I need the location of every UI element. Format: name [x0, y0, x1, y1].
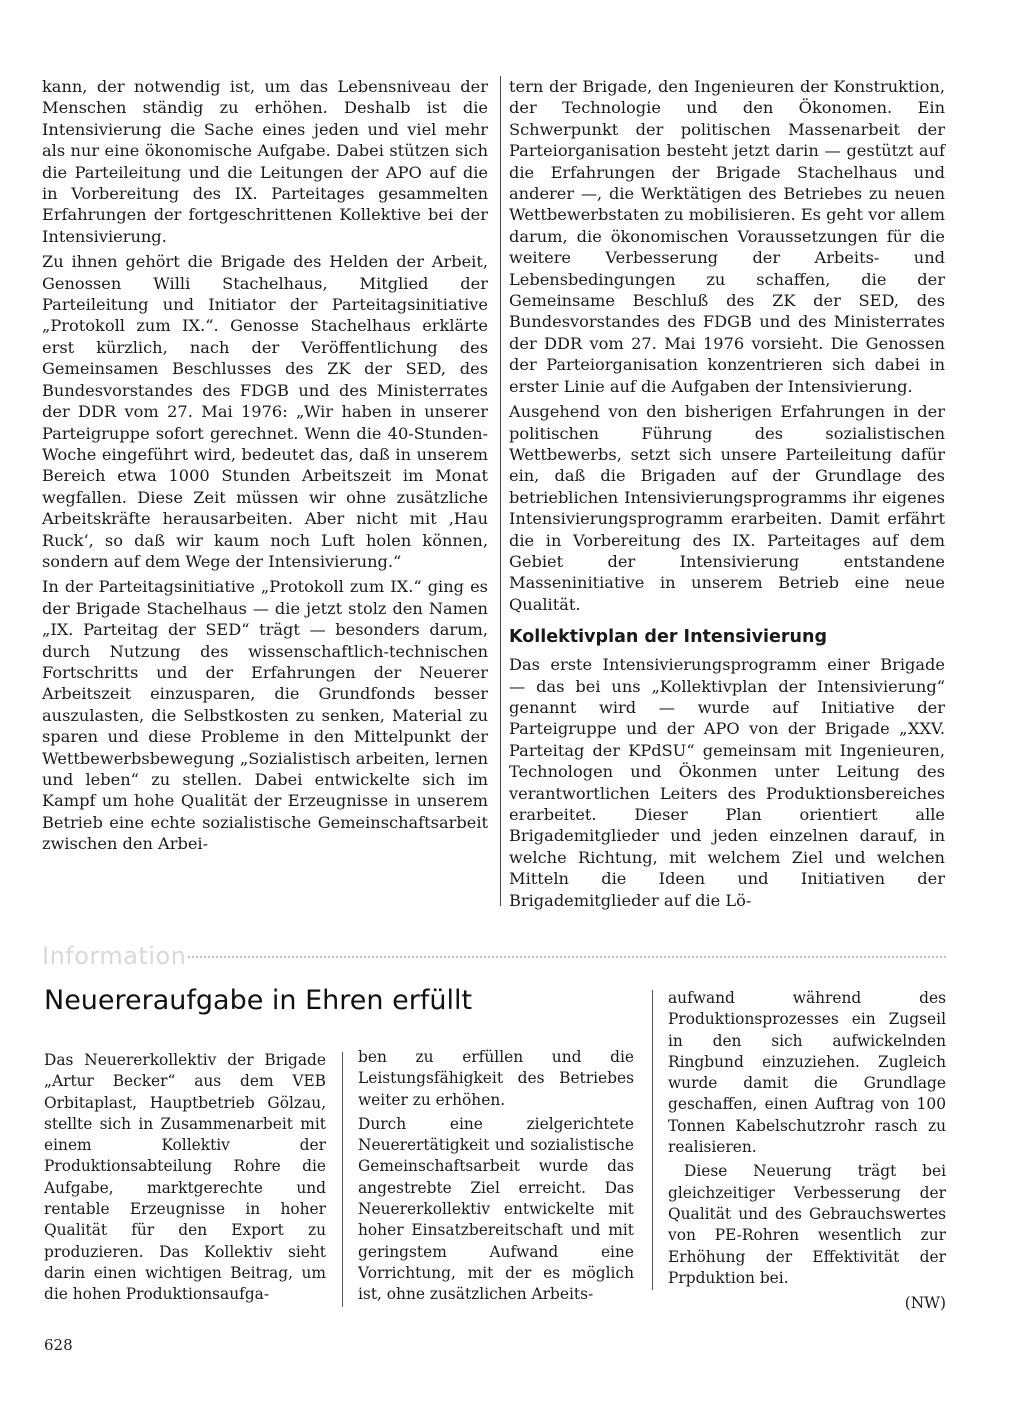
upper-left-column [42, 76, 488, 859]
information-divider [188, 956, 946, 958]
body-paragraph: Das erste Intensivierungsprogramm einer Brigade — das bei uns „Kollektivplan der Intensivierung“ genannt wird — wurde auf Initiative der Parteigruppe und der APO von der Brigade „XXV. Parteitag der KPdSU“ gemeinsam mit Ingenieuren, Technologen und Ökonmen unter Leitung des verantwortlichen Leiters des Produktionsbereiches erarbeitet. Dieser Plan orientiert alle Brigademitglieder und jeden einzelnen darauf, in welche Richtung, mit welchem Ziel und welchen Mitteln die Ideen und Initiativen der Brigademitglieder auf die Lö- [509, 655, 945, 910]
body-paragraph: aufwand während des Produktionsprozesses ein Zugseil in den sich aufwickelnden Ringbund einzuziehen. Zugleich wurde damit die Grundlage geschaffen, einen Auftrag von 100 Tonnen Kabelschutzrohr rasch zu realisieren. [668, 989, 946, 1157]
page-number: 628 [44, 1336, 73, 1354]
body-paragraph: Das Neuererkollektiv der Brigade „Artur Becker“ aus dem VEB Orbitaplast, Hauptbetrieb Gölzau, stellte sich in Zusammenarbeit mit einem Kollektiv der Produktionsabteilung Rohre die Aufgabe, marktgerechte und rentable Erzeugnisse in hoher Qualität für den Export zu produzieren. Das Kollektiv sieht darin einen wichtigen Beitrag, um die hohen Produktionsaufga- [44, 1051, 326, 1304]
body-paragraph: ben zu erfüllen und die Leistungsfähigkeit des Betriebes weiter zu erhöhen. [358, 1048, 634, 1109]
section-subheading: Kollektivplan der Intensivierung [509, 627, 827, 648]
article-column-3 [668, 988, 946, 1314]
body-paragraph: Zu ihnen gehört die Brigade des Helden der Arbeit, Genossen Willi Stachelhaus, Mitglied der Parteileitung und Initiator der Parteitagsinitiative „Protokoll zum IX.“. Genosse Stachelhaus erklärte erst kürzlich, nach der Veröffentlichung des Gemeinsamen Beschlusses des ZK der SED, des Bundesvorstandes des FDGB und des Ministerrates der DDR vom 27. Mai 1976: „Wir haben in unserer Parteigruppe sofort gerechnet. Wenn die 40-Stunden-Woche eingeführt wird, bedeutet das, daß in unserem Bereich etwa 1000 Stunden Arbeitszeit im Monat wegfallen. Diese Zeit müssen wir ohne zusätzliche Arbeitskräfte herausarbeiten. Aber nicht mit ‚Hau Ruck‘, so daß wir kaum noch Luft holen können, sondern auf dem Wege der Intensivierung.“ [42, 252, 488, 571]
information-label: Information [42, 942, 187, 970]
body-paragraph: Durch eine zielgerichtete Neuerertätigkeit und sozialistische Gemeinschaftsarbeit wurde das angestrebte Ziel erreicht. Das Neuererkollektiv entwickelte mit hoher Einsatzbereitschaft und mit geringstem Aufwand eine Vorrichtung, mit der es möglich ist, ohne zusätzlichen Arbeits- [358, 1114, 634, 1304]
body-paragraph: tern der Brigade, den Ingenieuren der Konstruktion, der Technologie und den Ökonomen. Ein Schwerpunkt der politischen Massenarbeit der Parteiorganisation besteht jetzt darin — gestützt auf die Erfahrungen der Brigade Stachelhaus und anderer —, die Werktätigen des Betriebes zu neuen Wettbewerbstaten zu mobilisieren. Es geht vor allem darum, die ökonomischen Voraussetzungen für die weitere Verbesserung der Arbeits- und Lebensbedingungen zu schaffen, die der Gemeinsame Beschluß des ZK der SED, des Bundesvorstandes des FDGB und des Ministerrates der DDR vom 27. Mai 1976 vorsieht. Die Genossen der Parteiorganisation konzentrieren sich dabei in erster Linie auf die Aufgaben der Intensivierung. [509, 77, 945, 396]
column-divider [500, 76, 501, 906]
body-paragraph: In der Parteitagsinitiative „Protokoll zum IX.“ ging es der Brigade Stachelhaus — die jetzt stolz den Namen „IX. Parteitag der SED“ trägt — besonders darum, durch Nutzung des wissenschaftlich-technischen Fortschritts und der Erfahrungen der Neuerer Arbeitszeit einzusparen, die Grundfonds besser auszulasten, die Selbstkosten zu senken, Material zu sparen und diese Probleme in den Mittelpunkt der Wettbewerbsbewegung „Sozialistisch arbeiten, lernen und leben“ zu stellen. Dabei entwickelte sich im Kampf um hohe Qualität der Erzeugnisse in unserem Betrieb eine echte sozialistische Gemeinschaftsarbeit zwischen den Arbei- [42, 577, 488, 854]
author-signature: (NW) [904, 1294, 946, 1313]
upper-right-column [509, 76, 945, 915]
body-paragraph: kann, der notwendig ist, um das Lebensniveau der Menschen ständig zu erhöhen. Deshalb ist die Intensivierung die Sache eines jeden und viel mehr als nur eine ökonomische Aufgabe. Dabei stützen sich die Parteileitung und die Leitungen der APO auf die in Vorbereitung des IX. Parteitages gesammelten Erfahrungen der fortgeschrittenen Kollektive bei der Intensivierung. [42, 77, 488, 246]
body-paragraph: Ausgehend von den bisherigen Erfahrungen in der politischen Führung des sozialistischen Wettbewerbs, setzt sich unsere Parteileitung dafür ein, daß die Brigaden auf der Grundlage des betrieblichen Intensivierungsprogramms ihr eigenes Intensivierungsprogramm erarbeiten. Damit erfährt die in Vorbereitung des IX. Parteitages auf dem Gebiet der Intensivierung entstandene Masseninitiative in unserem Betrieb eine neue Qualität. [509, 402, 945, 614]
column-divider [342, 1052, 343, 1307]
article-title: Neuereraufgabe in Ehren erfüllt [44, 985, 473, 1016]
body-paragraph: Diese Neuerung trägt bei gleichzeitiger Verbesserung der Qualität und des Gebrauchswertes von PE-Rohren wesentlich zur Erhöhung der Effektivität der Prpduktion bei. [668, 1162, 946, 1287]
article-column-1 [44, 1050, 326, 1309]
article-column-2 [358, 1047, 634, 1309]
column-divider [652, 990, 653, 1290]
